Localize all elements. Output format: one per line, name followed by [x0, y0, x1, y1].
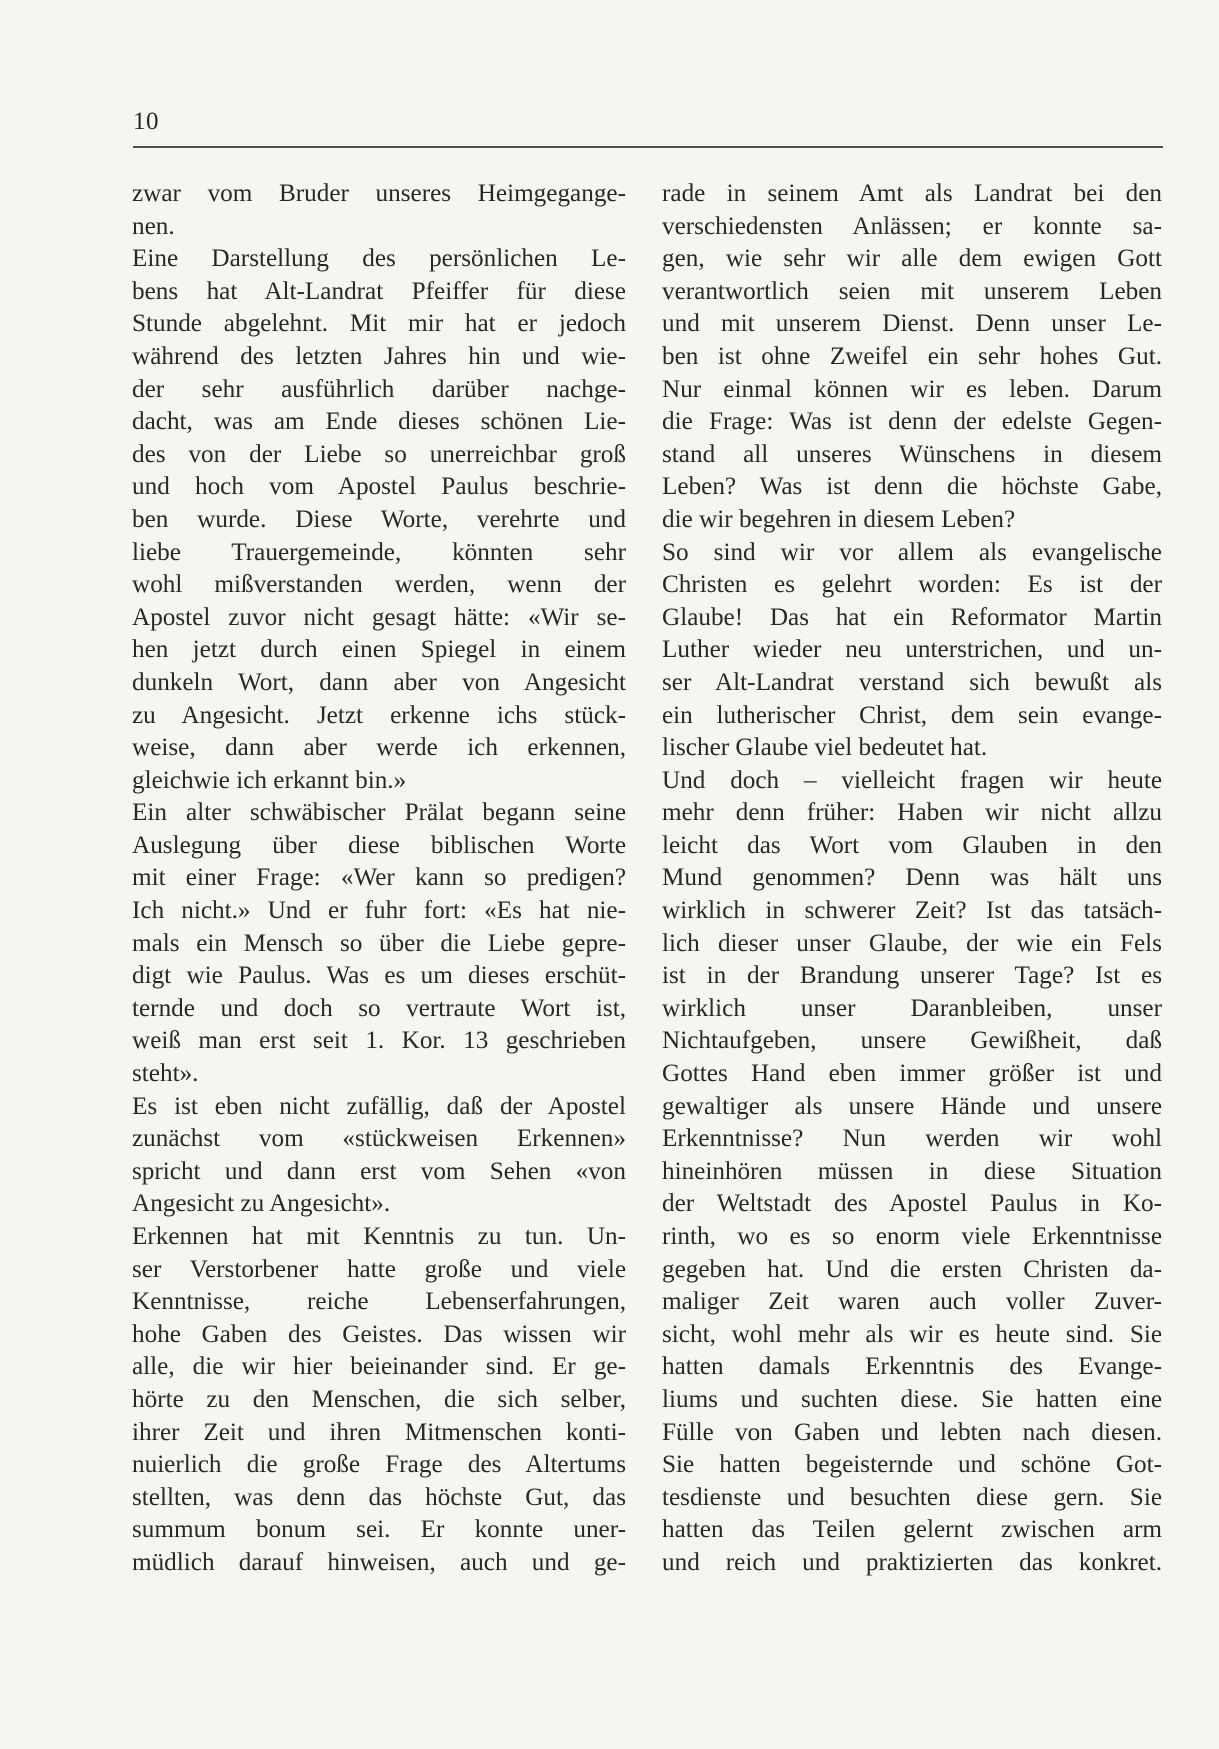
text-line: dunkeln Wort, dann aber von Angesicht: [132, 668, 626, 696]
text-line: Erkennen hat mit Kenntnis zu tun. Un-: [132, 1223, 626, 1250]
text-line: zunächst vom «stückweisen Erkennen»: [132, 1125, 626, 1153]
text-line: dacht, was am Ende dieses schönen Lie-: [132, 408, 626, 436]
text-line: steht».: [132, 1060, 199, 1088]
text-line: gleichwie ich erkannt bin.»: [132, 766, 407, 794]
text-line: wohl mißverstanden werden, wenn der: [132, 571, 626, 599]
text-line: gen, wie sehr wir alle dem ewigen Gott: [662, 245, 1162, 273]
text-line: ben wurde. Diese Worte, verehrte und: [132, 505, 626, 533]
text-line: Stunde abgelehnt. Mit mir hat er jedoch: [132, 310, 626, 338]
text-line: spricht und dann erst vom Sehen «von: [132, 1157, 626, 1185]
text-line: liebe Trauergemeinde, könnten sehr: [132, 538, 626, 566]
text-line: Gottes Hand eben immer größer ist und: [662, 1060, 1162, 1088]
text-line: während des letzten Jahres hin und wie-: [132, 342, 626, 370]
text-line: wirklich unser Daranbleiben, unser: [662, 994, 1162, 1022]
text-line: die Frage: Was ist denn der edelste Gegen-: [662, 408, 1162, 436]
text-line: der Weltstadt des Apostel Paulus in Ko-: [662, 1190, 1162, 1218]
text-line: zwar vom Bruder unseres Heimgegange-: [132, 180, 626, 207]
text-line: hörte zu den Menschen, die sich selber,: [132, 1385, 626, 1413]
text-line: leicht das Wort vom Glauben in den: [662, 831, 1162, 859]
text-line: Nichtaufgeben, unsere Gewißheit, daß: [662, 1027, 1162, 1055]
text-line: liums und suchten diese. Sie hatten eine: [662, 1385, 1162, 1413]
text-line: Auslegung über diese biblischen Worte: [132, 831, 626, 859]
text-line: rade in seinem Amt als Landrat bei den: [662, 180, 1162, 207]
text-line: des von der Liebe so unerreichbar groß: [132, 440, 626, 468]
text-line: ternde und doch so vertraute Wort ist,: [132, 994, 626, 1022]
text-line: Und doch – vielleicht fragen wir heute: [662, 766, 1162, 794]
text-line: hatten damals Erkenntnis des Evange-: [662, 1353, 1162, 1381]
text-line: stellten, was denn das höchste Gut, das: [132, 1483, 626, 1511]
text-line: Nur einmal können wir es leben. Darum: [662, 375, 1162, 403]
text-line: Es ist eben nicht zufällig, daß der Apostel: [132, 1092, 626, 1120]
text-line: gewaltiger als unsere Hände und unsere: [662, 1092, 1162, 1120]
text-line: bens hat Alt-Landrat Pfeiffer für diese: [132, 277, 626, 305]
text-line: Glaube! Das hat ein Reformator Martin: [662, 603, 1162, 631]
text-line: ist in der Brandung unserer Tage? Ist es: [662, 962, 1162, 990]
text-line: Angesicht zu Angesicht».: [132, 1190, 391, 1218]
text-line: mehr denn früher: Haben wir nicht allzu: [662, 799, 1162, 827]
text-line: wirklich in schwerer Zeit? Ist das tatsäch-: [662, 897, 1162, 925]
text-line: und mit unserem Dienst. Denn unser Le-: [662, 310, 1162, 338]
text-line: nuierlich die große Frage des Altertums: [132, 1451, 626, 1479]
text-line: Erkenntnisse? Nun werden wir wohl: [662, 1125, 1162, 1153]
left-text-column: [132, 178, 626, 1580]
text-line: sicht, wohl mehr als wir es heute sind. Sie: [662, 1320, 1162, 1348]
text-line: zu Angesicht. Jetzt erkenne ichs stück-: [132, 701, 626, 729]
text-line: verantwortlich seien mit unserem Leben: [662, 277, 1162, 305]
text-line: lich dieser unser Glaube, der wie ein Fels: [662, 929, 1162, 957]
text-line: Kenntnisse, reiche Lebenserfahrungen,: [132, 1288, 626, 1316]
header-rule: [133, 146, 1163, 148]
text-line: digt wie Paulus. Was es um dieses erschüt-: [132, 962, 626, 990]
text-line: Ein alter schwäbischer Prälat begann seine: [132, 799, 626, 827]
text-line: weiß man erst seit 1. Kor. 13 geschrieben: [132, 1027, 626, 1055]
text-line: summum bonum sei. Er konnte uner-: [132, 1516, 626, 1544]
text-line: Leben? Was ist denn die höchste Gabe,: [662, 473, 1162, 501]
text-line: müdlich darauf hinweisen, auch und ge-: [132, 1548, 626, 1576]
text-line: Mund genommen? Denn was hält uns: [662, 864, 1162, 892]
text-line: gegeben hat. Und die ersten Christen da-: [662, 1255, 1162, 1283]
text-line: weise, dann aber werde ich erkennen,: [132, 734, 626, 762]
text-line: alle, die wir hier beieinander sind. Er ge-: [132, 1353, 626, 1381]
text-line: Christen es gelehrt worden: Es ist der: [662, 571, 1162, 599]
text-line: mals ein Mensch so über die Liebe gepre-: [132, 929, 626, 957]
text-line: Ich nicht.» Und er fuhr fort: «Es hat nie-: [132, 897, 626, 925]
text-line: mit einer Frage: «Wer kann so predigen?: [132, 864, 626, 892]
text-line: Fülle von Gaben und lebten nach diesen.: [662, 1418, 1162, 1446]
text-line: maliger Zeit waren auch voller Zuver-: [662, 1288, 1162, 1316]
text-line: stand all unseres Wünschens in diesem: [662, 440, 1162, 468]
text-line: Eine Darstellung des persönlichen Le-: [132, 245, 626, 273]
text-line: Apostel zuvor nicht gesagt hätte: «Wir se-: [132, 603, 626, 631]
text-line: rinth, wo es so enorm viele Erkenntnisse: [662, 1223, 1162, 1250]
text-line: verschiedensten Anlässen; er konnte sa-: [662, 212, 1162, 240]
text-line: und hoch vom Apostel Paulus beschrie-: [132, 473, 626, 501]
text-line: ein lutherischer Christ, dem sein evange-: [662, 701, 1162, 729]
text-line: ser Verstorbener hatte große und viele: [132, 1255, 626, 1283]
text-line: tesdienste und besuchten diese gern. Sie: [662, 1483, 1162, 1511]
text-line: die wir begehren in diesem Leben?: [662, 505, 1016, 533]
text-line: ihrer Zeit und ihren Mitmenschen konti-: [132, 1418, 626, 1446]
text-line: hineinhören müssen in diese Situation: [662, 1157, 1162, 1185]
text-line: So sind wir vor allem als evangelische: [662, 538, 1162, 566]
text-line: ben ist ohne Zweifel ein sehr hohes Gut.: [662, 342, 1162, 370]
text-line: hatten das Teilen gelernt zwischen arm: [662, 1516, 1162, 1544]
text-line: lischer Glaube viel bedeutet hat.: [662, 734, 988, 762]
text-line: hohe Gaben des Geistes. Das wissen wir: [132, 1320, 626, 1348]
text-line: ser Alt-Landrat verstand sich bewußt als: [662, 668, 1162, 696]
text-line: Sie hatten begeisternde und schöne Got-: [662, 1451, 1162, 1479]
text-line: hen jetzt durch einen Spiegel in einem: [132, 636, 626, 664]
right-text-column: [662, 178, 1162, 1580]
text-line: Luther wieder neu unterstrichen, und un-: [662, 636, 1162, 664]
text-line: nen.: [132, 212, 175, 240]
text-line: der sehr ausführlich darüber nachge-: [132, 375, 626, 403]
text-line: und reich und praktizierten das konkret.: [662, 1548, 1162, 1576]
page-number: 10: [133, 108, 159, 135]
